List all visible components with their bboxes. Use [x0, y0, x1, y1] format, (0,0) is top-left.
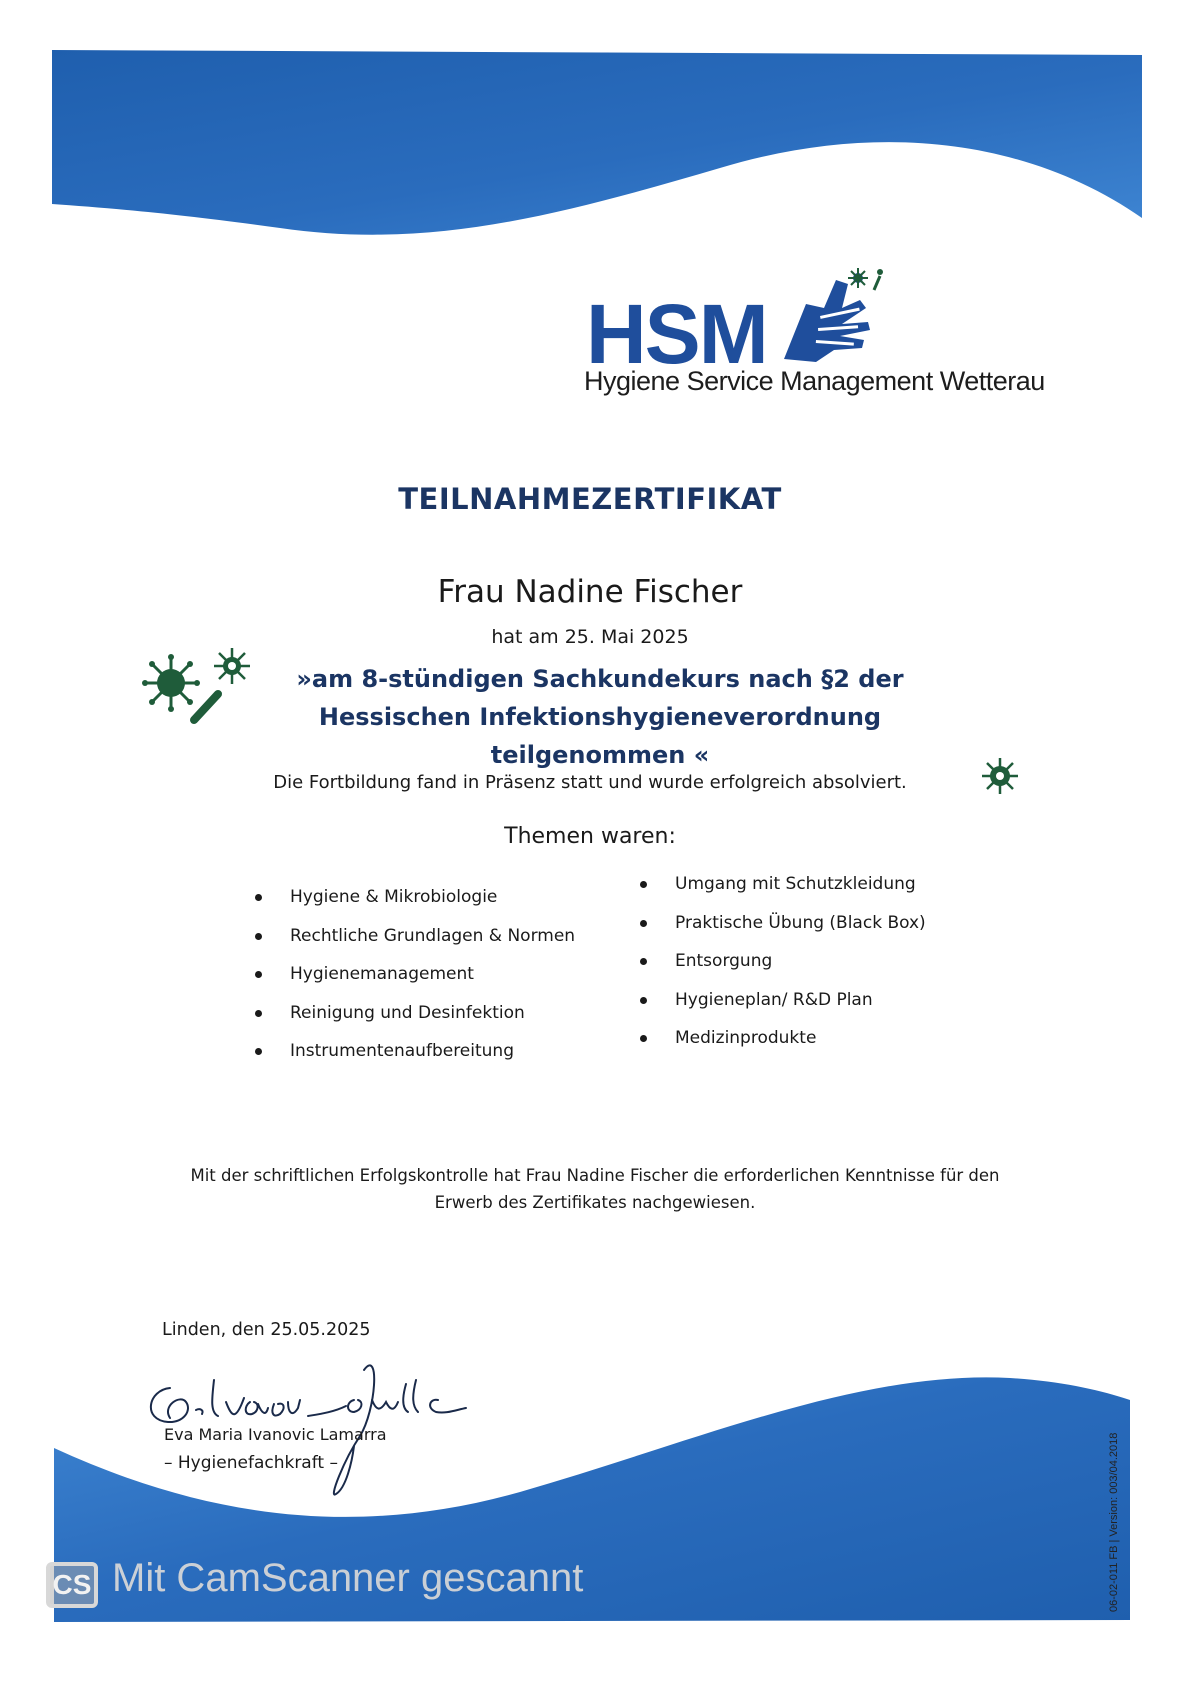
- topics-heading: Themen waren:: [504, 824, 676, 849]
- list-item: [290, 925, 575, 964]
- topics-list-left: [290, 886, 575, 1079]
- bullet-icon: [255, 1048, 262, 1055]
- topic-label: Hygienemanagement: [290, 964, 474, 984]
- logo-hands-icon: [776, 264, 892, 364]
- bullet-icon: [640, 881, 647, 888]
- topic-label: Instrumentenaufbereitung: [290, 1041, 514, 1061]
- course-description: [220, 660, 980, 774]
- list-item: [290, 1040, 575, 1079]
- certificate-title: TEILNAHMEZERTIFIKAT: [398, 482, 782, 516]
- course-line-2: Hessischen Infektionshygieneverordnung teilgenommen «: [318, 703, 882, 769]
- course-line-1: »am 8-stündigen Sachkundekurs nach §2 der: [296, 665, 904, 693]
- closing-statement: [160, 1162, 1030, 1216]
- signer-role: – Hygienefachkraft –: [164, 1453, 338, 1473]
- bullet-icon: [255, 1010, 262, 1017]
- attendance-info: Die Fortbildung fand in Präsenz statt und wurde erfolgreich absolviert.: [273, 772, 907, 793]
- bullet-icon: [640, 920, 647, 927]
- bullet-icon: [255, 894, 262, 901]
- topic-label: Rechtliche Grundlagen & Normen: [290, 925, 576, 946]
- recipient-name: Frau Nadine Fischer: [437, 574, 743, 610]
- list-item: [675, 873, 926, 912]
- topic-label: Reinigung und Desinfektion: [290, 1002, 525, 1023]
- logo-acronym: HSM: [586, 287, 767, 381]
- list-item: [675, 950, 926, 989]
- closing-line-1: Mit der schriftlichen Erfolgskontrolle hat Frau Nadine Fischer die erforderlichen Kenntnisse für den: [190, 1166, 1000, 1185]
- topics-list-right: [675, 873, 926, 1066]
- logo-subtitle: Hygiene Service Management Wetterau: [584, 366, 1045, 396]
- place-date: Linden, den 25.05.2025: [162, 1320, 371, 1340]
- list-item: [675, 989, 926, 1028]
- bullet-icon: [255, 971, 262, 978]
- topic-label: Umgang mit Schutzkleidung: [675, 874, 916, 894]
- list-item: [290, 963, 575, 1002]
- bullet-icon: [640, 958, 647, 965]
- bullet-icon: [640, 1035, 647, 1042]
- camscanner-watermark: Mit CamScanner gescannt: [112, 1556, 584, 1600]
- document-code: 06-02-011 FB | Version: 003/04.2018: [1108, 1432, 1120, 1612]
- participation-date: hat am 25. Mai 2025: [491, 626, 689, 648]
- list-item: [675, 1027, 926, 1066]
- closing-line-2: Erwerb des Zertifikates nachgewiesen.: [434, 1193, 756, 1212]
- list-item: [290, 1002, 575, 1041]
- topic-label: Entsorgung: [675, 951, 773, 971]
- topic-label: Hygieneplan/ R&D Plan: [675, 989, 873, 1010]
- camscanner-badge: CS: [46, 1562, 98, 1608]
- topic-label: Praktische Übung (Black Box): [675, 912, 926, 933]
- topic-label: Medizinprodukte: [675, 1028, 817, 1048]
- bacterium-icon: [188, 688, 224, 726]
- list-item: [290, 886, 575, 925]
- bullet-icon: [255, 933, 262, 940]
- topic-label: Hygiene & Mikrobiologie: [290, 887, 498, 907]
- bullet-icon: [640, 997, 647, 1004]
- signer-name: Eva Maria Ivanovic Lamarra: [164, 1425, 387, 1444]
- list-item: [675, 912, 926, 951]
